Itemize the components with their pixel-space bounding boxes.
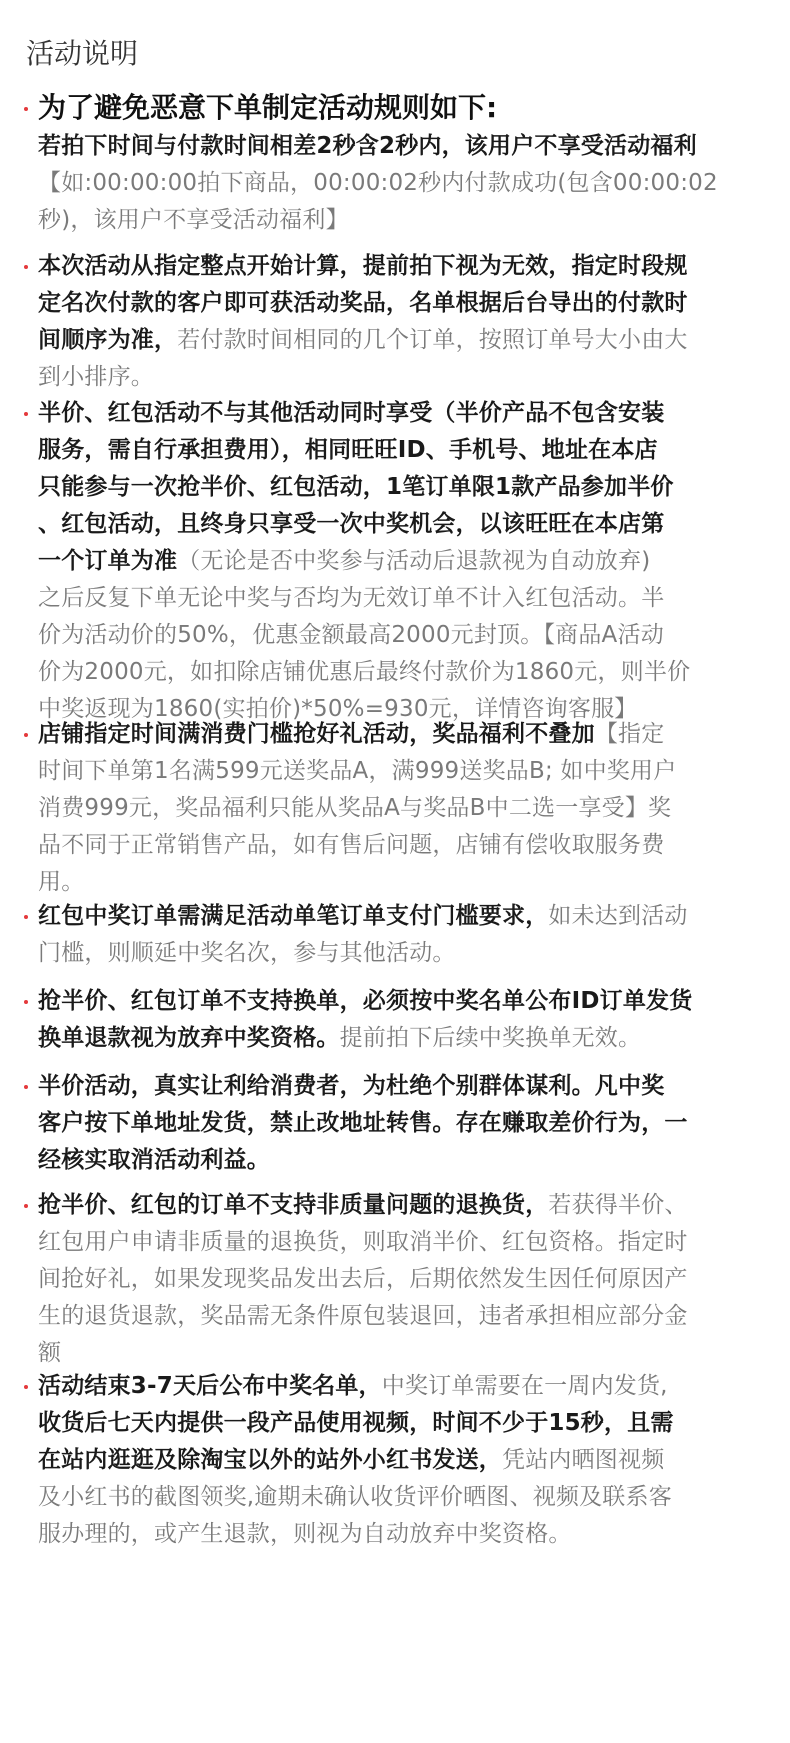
rule-line — [38, 827, 774, 864]
normal-text: （无论是否中奖参与活动后退款视为自动放弃) — [177, 548, 651, 574]
normal-text: 红包用户申请非质量的退换货，则取消半价、红包资格。指定时 — [38, 1229, 688, 1255]
emphasized-text: 客户按下单地址发货，禁止改地址转售。存在赚取差价行为，一 — [38, 1110, 688, 1136]
rule-line — [38, 716, 774, 753]
emphasized-text: 经核实取消活动利益。 — [38, 1147, 270, 1173]
rule-text — [38, 716, 774, 901]
bullet-dot — [24, 412, 28, 416]
rule-text — [38, 395, 774, 728]
normal-text: 及小红书的截图领奖,逾期未确认收货评价晒图、视频及联系客 — [38, 1484, 672, 1510]
emphasized-text: 一个订单为准 — [38, 548, 178, 574]
rule-line — [38, 165, 774, 202]
normal-text: 生的退货退款，奖品需无条件原包装退回，违者承担相应部分金 — [38, 1303, 688, 1329]
normal-text: 提前拍下后续中奖换单无效。 — [339, 1025, 642, 1051]
emphasized-text: 店铺指定时间满消费门槛抢好礼活动，奖品福利不叠加 — [38, 721, 595, 747]
normal-text: 若获得半价、 — [548, 1192, 688, 1218]
normal-text: 之后反复下单无论中奖与否均为无效订单不计入红包活动。半 — [38, 585, 665, 611]
bullet-dot — [24, 915, 28, 919]
rule-item — [24, 1368, 774, 1553]
normal-text: 中奖返现为1860(实拍价)*50%=930元，详情咨询客服】 — [38, 696, 638, 722]
normal-text: 【指定 — [594, 721, 665, 747]
rule-line — [38, 128, 774, 165]
rule-line — [38, 1068, 774, 1105]
emphasized-text: 间顺序为准， — [38, 327, 178, 353]
rule-line — [38, 1261, 774, 1298]
normal-text: 服办理的，或产生退款，则视为自动放弃中奖资格。 — [38, 1521, 572, 1547]
bullet-dot — [24, 1085, 28, 1089]
rule-line — [38, 543, 774, 580]
normal-text: 间抢好礼，如果发现奖品发出去后，后期依然发生因任何原因产 — [38, 1266, 688, 1292]
rule-item — [24, 1068, 774, 1179]
rule-line — [38, 654, 774, 691]
normal-text: 若付款时间相同的几个订单，按照订单号大小由大 — [177, 327, 688, 353]
emphasized-text: 收货后七天内提供一段产品使用视频，时间不少于15秒，且需 — [38, 1410, 674, 1436]
normal-text: 价为2000元，如扣除店铺优惠后最终付款价为1860元，则半价 — [38, 659, 691, 685]
rule-line — [38, 898, 774, 935]
rule-heading: 为了避免恶意下单制定活动规则如下: — [38, 91, 498, 124]
normal-text: 如未达到活动 — [548, 903, 688, 929]
rule-line — [38, 359, 774, 396]
bullet-dot — [24, 1385, 28, 1389]
rule-line — [38, 248, 774, 285]
emphasized-text: 服务，需自行承担费用），相同旺旺ID、手机号、地址在本店 — [38, 437, 658, 463]
normal-text: 用。 — [38, 869, 85, 895]
bullet-dot — [24, 1000, 28, 1004]
rule-line — [38, 1142, 774, 1179]
normal-text: 到小排序。 — [38, 364, 154, 390]
rule-line — [38, 1105, 774, 1142]
rule-text — [38, 248, 774, 396]
rule-line — [38, 1368, 774, 1405]
rule-line — [38, 1516, 774, 1553]
rule-line — [38, 1335, 774, 1372]
normal-text: 价为活动价的50%，优惠金额最高2000元封顶。【商品A活动 — [38, 622, 664, 648]
rule-line — [38, 395, 774, 432]
rule-line — [38, 1479, 774, 1516]
emphasized-text: 活动结束3-7天后公布中奖名单， — [38, 1373, 382, 1399]
rule-text — [38, 1068, 774, 1179]
emphasized-text: 定名次付款的客户即可获活动奖品，名单根据后台导出的付款时 — [38, 290, 688, 316]
rule-line — [38, 1405, 774, 1442]
rule-text — [38, 983, 774, 1057]
rule-line — [38, 1020, 774, 1057]
rule-line — [38, 469, 774, 506]
emphasized-text: 换单退款视为放弃中奖资格。 — [38, 1025, 340, 1051]
normal-text: 凭站内晒图视频 — [502, 1447, 665, 1473]
rule-line — [38, 983, 774, 1020]
rule-item — [24, 1187, 774, 1372]
rule-item — [24, 248, 774, 396]
rule-line — [38, 285, 774, 322]
rule-text — [38, 88, 774, 239]
rule-item — [24, 983, 774, 1057]
rule-text — [38, 1187, 774, 1372]
bullet-dot — [24, 265, 28, 269]
rule-line — [38, 432, 774, 469]
emphasized-text: 只能参与一次抢半价、红包活动，1笔订单限1款产品参加半价 — [38, 474, 674, 500]
emphasized-text: 在站内逛逛及除淘宝以外的站外小红书发送， — [38, 1447, 502, 1473]
rule-item — [24, 716, 774, 901]
rule-line — [38, 1298, 774, 1335]
rule-line — [38, 322, 774, 359]
normal-text: 消费999元，奖品福利只能从奖品A与奖品B中二选一享受】奖 — [38, 795, 672, 821]
emphasized-text: 半价活动，真实让利给消费者，为杜绝个别群体谋利。凡中奖 — [38, 1073, 665, 1099]
emphasized-text: 红包中奖订单需满足活动单笔订单支付门槛要求， — [38, 903, 549, 929]
emphasized-text: 本次活动从指定整点开始计算，提前拍下视为无效，指定时段规 — [38, 253, 688, 279]
rule-line — [38, 617, 774, 654]
bullet-dot — [24, 733, 28, 737]
normal-text: 品不同于正常销售产品，如有售后问题，店铺有偿收取服务费 — [38, 832, 665, 858]
emphasized-text: 半价、红包活动不与其他活动同时享受（半价产品不包含安装 — [38, 400, 665, 426]
rule-line — [38, 864, 774, 901]
emphasized-text: 、红包活动，且终身只享受一次中奖机会，以该旺旺在本店第 — [38, 511, 665, 537]
normal-text: 门槛，则顺延中奖名次，参与其他活动。 — [38, 940, 456, 966]
rule-line — [38, 580, 774, 617]
rule-line — [38, 790, 774, 827]
rule-item — [24, 88, 774, 239]
emphasized-text: 抢半价、红包订单不支持换单，必须按中奖名单公布ID订单发货 — [38, 988, 693, 1014]
rule-text — [38, 1368, 774, 1553]
bullet-dot — [24, 107, 28, 111]
rule-item — [24, 395, 774, 728]
emphasized-text: 抢半价、红包的订单不支持非质量问题的退换货， — [38, 1192, 549, 1218]
rule-line — [38, 1187, 774, 1224]
rule-line — [38, 202, 774, 239]
emphasized-text: 若拍下时间与付款时间相差2秒含2秒内，该用户不享受活动福利 — [38, 133, 697, 159]
rule-text — [38, 898, 774, 972]
normal-text: 【如:00:00:00拍下商品，00:00:02秒内付款成功(包含00:00:02 — [38, 170, 718, 196]
rule-line — [38, 935, 774, 972]
normal-text: 中奖订单需要在一周内发货, — [381, 1373, 668, 1399]
page-title: 活动说明 — [26, 37, 139, 70]
rule-line — [38, 1442, 774, 1479]
rule-item — [24, 898, 774, 972]
rule-line — [38, 753, 774, 790]
rule-line — [38, 506, 774, 543]
normal-text: 秒)，该用户不享受活动福利】 — [38, 207, 349, 233]
normal-text: 额 — [38, 1340, 62, 1366]
normal-text: 时间下单第1名满599元送奖品A，满999送奖品B; 如中奖用户 — [38, 758, 677, 784]
bullet-dot — [24, 1204, 28, 1208]
rule-line — [38, 1224, 774, 1261]
